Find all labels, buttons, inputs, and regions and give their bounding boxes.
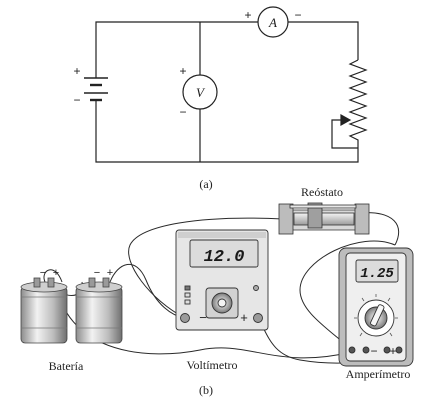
battery-minus-sign: − xyxy=(73,93,81,107)
voltmeter-plus-terminal-sign: + xyxy=(240,310,248,325)
voltmeter-device xyxy=(176,230,268,330)
ammeter-minus-sign: − xyxy=(294,8,302,22)
top-wire-right xyxy=(288,22,358,60)
voltmeter-minus-terminal-sign: − xyxy=(199,310,207,325)
rheostat-right-end xyxy=(355,204,369,234)
battery-cell-left xyxy=(21,278,67,343)
voltmeter-switch-3 xyxy=(185,300,190,304)
voltmeter-bezel xyxy=(178,232,266,238)
rheostat-wiper-arrow xyxy=(341,115,350,125)
top-wire-left xyxy=(96,22,258,60)
ammeter-plus-sign: + xyxy=(244,8,252,22)
rheostat-label: Reóstato xyxy=(301,185,343,199)
voltmeter-label: Voltímetro xyxy=(186,358,238,372)
rheostat-coil xyxy=(294,213,354,225)
rheostat-rail xyxy=(290,205,356,208)
ammeter-symbol-letter: A xyxy=(269,15,277,30)
battery-plus-sign: + xyxy=(73,64,81,78)
caption-b: (b) xyxy=(199,383,213,397)
battery-label: Batería xyxy=(48,359,84,373)
battery-right-minus: − xyxy=(93,267,101,279)
voltmeter-terminal-negative xyxy=(181,314,190,323)
voltmeter-switch-1 xyxy=(185,286,190,290)
voltmeter-minus-sign: − xyxy=(179,105,187,119)
caption-a: (a) xyxy=(199,177,213,191)
voltmeter-screw xyxy=(254,286,259,291)
battery-cell-right xyxy=(76,278,122,343)
ammeter-jack-4 xyxy=(396,347,402,353)
voltmeter-switch-2 xyxy=(185,293,190,297)
rheostat-device xyxy=(279,203,369,234)
schematic-circuit xyxy=(84,7,366,162)
voltmeter-plus-sign: + xyxy=(179,64,187,78)
ammeter-label: Amperímetro xyxy=(345,367,411,381)
battery-left-plus: + xyxy=(52,267,60,279)
ammeter-jack-2 xyxy=(363,347,369,353)
ammeter-jack-1 xyxy=(349,347,355,353)
ammeter-minus-terminal-sign: − xyxy=(370,344,378,358)
rheostat-resistor xyxy=(350,60,366,148)
rheostat-left-end xyxy=(279,204,293,234)
voltmeter-knob-center xyxy=(218,299,226,307)
voltmeter-terminal-positive xyxy=(254,314,263,323)
ammeter-reading: 1.25 xyxy=(360,266,394,282)
ammeter-plus-terminal-sign: + xyxy=(389,344,397,358)
battery-left-minus: − xyxy=(39,267,47,279)
bottom-wire xyxy=(96,120,358,162)
voltmeter-symbol-letter: V xyxy=(196,85,204,100)
voltmeter-reading: 12.0 xyxy=(203,248,245,267)
battery-right-plus: + xyxy=(106,267,114,279)
